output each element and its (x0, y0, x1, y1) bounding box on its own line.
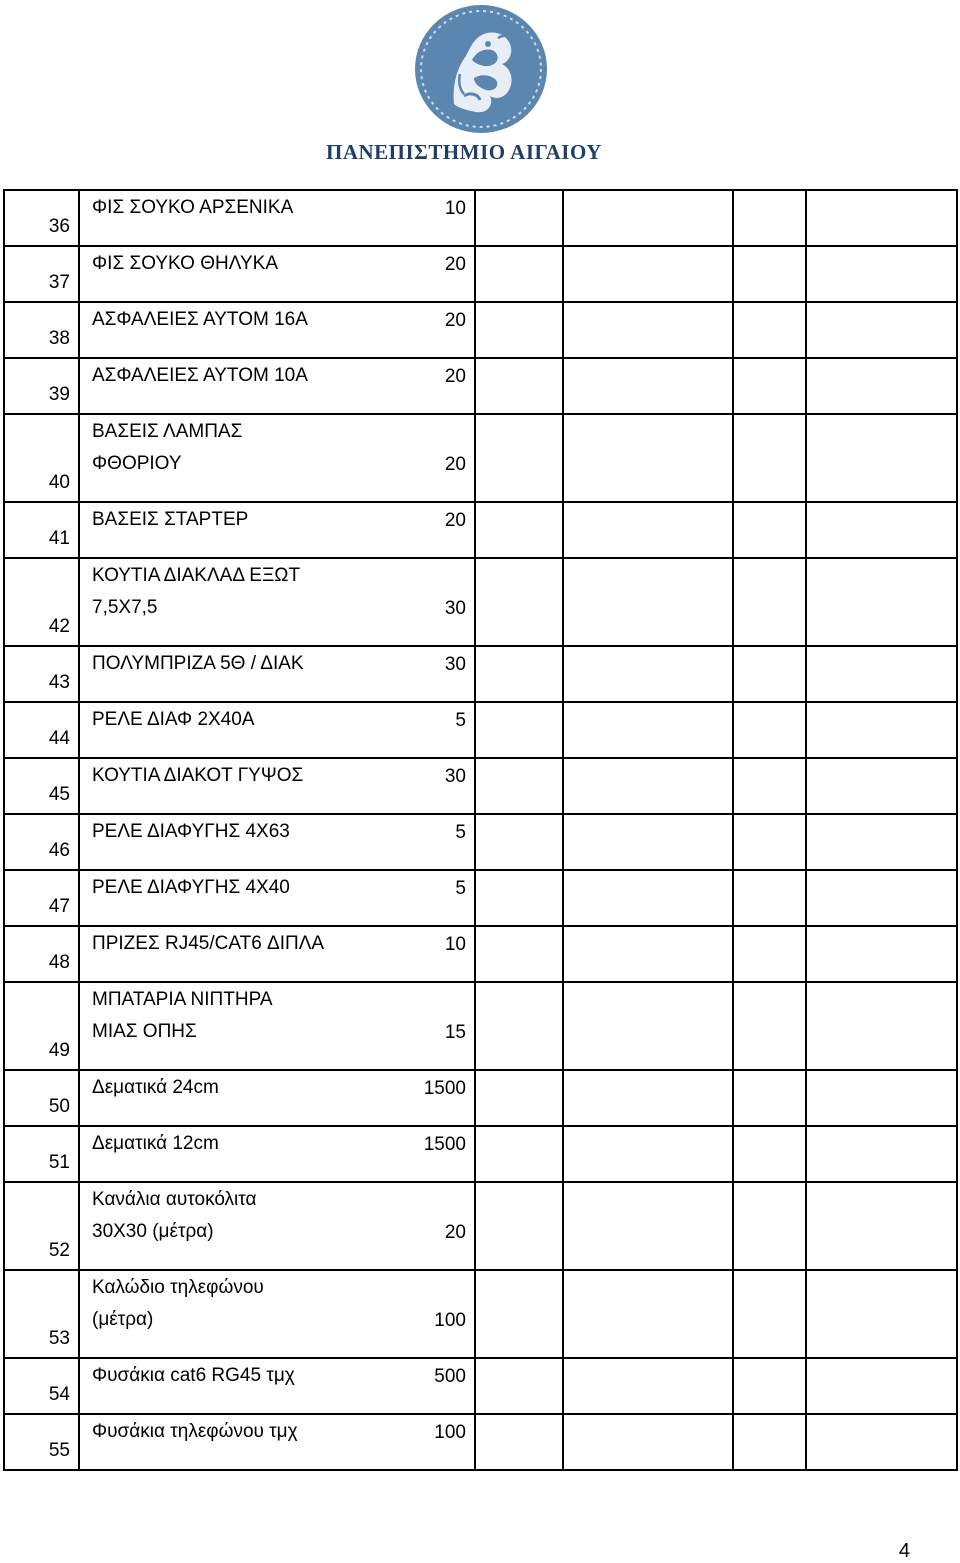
page-number: 4 (898, 1540, 910, 1562)
row-number: 42 (4, 558, 79, 646)
empty-cell (806, 358, 957, 414)
item-quantity: 20 (344, 502, 475, 558)
empty-cell (733, 558, 806, 646)
empty-cell (563, 558, 733, 646)
empty-cell (475, 814, 563, 870)
empty-cell (563, 982, 733, 1070)
empty-cell (563, 702, 733, 758)
item-description (79, 190, 344, 246)
item-description (79, 870, 344, 926)
empty-cell (475, 1182, 563, 1270)
item-quantity: 20 (344, 414, 475, 502)
item-description (79, 302, 344, 358)
empty-cell (806, 246, 957, 302)
university-seal-icon (414, 4, 548, 134)
empty-cell (733, 414, 806, 502)
table-row (4, 870, 957, 926)
table-row (4, 702, 957, 758)
empty-cell (733, 1414, 806, 1470)
table-row (4, 1358, 957, 1414)
description-line: ΚΟΥΤΙΑ ΔΙΑΚΟΤ ΓΥΨΟΣ (92, 765, 304, 786)
row-number: 50 (4, 1070, 79, 1126)
description-line: Κανάλια αυτοκόλιτα (92, 1189, 257, 1210)
description-line: (μέτρα) (92, 1309, 154, 1330)
table-row (4, 302, 957, 358)
empty-cell (733, 190, 806, 246)
row-number: 44 (4, 702, 79, 758)
item-quantity: 15 (344, 982, 475, 1070)
empty-cell (733, 1182, 806, 1270)
empty-cell (475, 558, 563, 646)
table-row (4, 758, 957, 814)
description-line: ΡΕΛΕ ΔΙΑΦΥΓΗΣ 4Χ63 (92, 821, 290, 842)
row-number: 39 (4, 358, 79, 414)
row-number: 52 (4, 1182, 79, 1270)
row-number: 45 (4, 758, 79, 814)
empty-cell (563, 358, 733, 414)
table-row (4, 358, 957, 414)
item-quantity: 10 (344, 926, 475, 982)
item-quantity: 5 (344, 702, 475, 758)
description-line: ΑΣΦΑΛΕΙΕΣ ΑΥΤΟΜ 16Α (92, 309, 308, 330)
empty-cell (733, 982, 806, 1070)
item-description (79, 246, 344, 302)
empty-cell (806, 814, 957, 870)
item-quantity: 1500 (344, 1126, 475, 1182)
empty-cell (806, 1182, 957, 1270)
item-description (79, 982, 344, 1070)
item-description (79, 1270, 344, 1358)
empty-cell (733, 646, 806, 702)
item-description (79, 502, 344, 558)
description-line: Καλώδιο τηλεφώνου (92, 1277, 264, 1298)
description-line: Δεματικά 24cm (92, 1077, 219, 1098)
description-line: ΠΡΙΖΕΣ RJ45/CAT6 ΔΙΠΛΑ (92, 933, 325, 954)
empty-cell (806, 414, 957, 502)
description-line: Φυσάκια cat6 RG45 τμχ (92, 1365, 295, 1386)
item-quantity: 30 (344, 646, 475, 702)
empty-cell (475, 414, 563, 502)
row-number: 41 (4, 502, 79, 558)
empty-cell (475, 702, 563, 758)
empty-cell (475, 502, 563, 558)
table-row (4, 246, 957, 302)
item-description (79, 1182, 344, 1270)
empty-cell (733, 302, 806, 358)
empty-cell (563, 1182, 733, 1270)
empty-cell (475, 1070, 563, 1126)
row-number: 36 (4, 190, 79, 246)
description-line: 30Χ30 (μέτρα) (92, 1221, 214, 1242)
empty-cell (806, 1358, 957, 1414)
item-quantity: 100 (344, 1270, 475, 1358)
row-number: 54 (4, 1358, 79, 1414)
item-description (79, 1358, 344, 1414)
empty-cell (806, 982, 957, 1070)
empty-cell (733, 702, 806, 758)
table-row (4, 414, 957, 502)
row-number: 38 (4, 302, 79, 358)
empty-cell (806, 502, 957, 558)
item-quantity: 30 (344, 758, 475, 814)
empty-cell (475, 302, 563, 358)
row-number: 47 (4, 870, 79, 926)
empty-cell (733, 1126, 806, 1182)
empty-cell (563, 646, 733, 702)
university-name: ΠΑΝΕΠΙΣΤΗΜΙΟ ΑΙΓΑΙΟΥ (326, 140, 602, 164)
empty-cell (475, 1358, 563, 1414)
empty-cell (563, 758, 733, 814)
table-row (4, 1070, 957, 1126)
item-quantity: 20 (344, 246, 475, 302)
empty-cell (563, 190, 733, 246)
empty-cell (475, 758, 563, 814)
empty-cell (806, 1070, 957, 1126)
item-description (79, 1070, 344, 1126)
empty-cell (806, 190, 957, 246)
table-row (4, 1126, 957, 1182)
empty-cell (475, 982, 563, 1070)
empty-cell (733, 1070, 806, 1126)
item-description (79, 814, 344, 870)
item-description (79, 646, 344, 702)
empty-cell (733, 926, 806, 982)
empty-cell (475, 926, 563, 982)
table-row (4, 814, 957, 870)
description-line: Δεματικά 12cm (92, 1133, 219, 1154)
table-row (4, 190, 957, 246)
item-description (79, 558, 344, 646)
empty-cell (733, 814, 806, 870)
row-number: 40 (4, 414, 79, 502)
empty-cell (563, 246, 733, 302)
empty-cell (806, 926, 957, 982)
item-description (79, 926, 344, 982)
description-line: ΠΟΛΥΜΠΡΙΖΑ 5Θ / ΔΙΑΚ (92, 653, 304, 674)
empty-cell (475, 246, 563, 302)
empty-cell (733, 758, 806, 814)
item-description (79, 1414, 344, 1470)
table-row (4, 1414, 957, 1470)
description-line: ΦΙΣ ΣΟΥΚΟ ΑΡΣΕΝΙΚΑ (92, 197, 294, 218)
table-row (4, 1182, 957, 1270)
empty-cell (563, 302, 733, 358)
empty-cell (475, 870, 563, 926)
empty-cell (806, 1126, 957, 1182)
empty-cell (563, 870, 733, 926)
row-number: 43 (4, 646, 79, 702)
description-line: ΡΕΛΕ ΔΙΑΦ 2Χ40Α (92, 709, 255, 730)
item-quantity: 20 (344, 358, 475, 414)
description-line: ΚΟΥΤΙΑ ΔΙΑΚΛΑΔ ΕΞΩΤ (92, 565, 301, 586)
item-quantity: 500 (344, 1358, 475, 1414)
item-quantity: 20 (344, 1182, 475, 1270)
empty-cell (563, 502, 733, 558)
empty-cell (563, 1414, 733, 1470)
empty-cell (733, 502, 806, 558)
description-line: ΜΙΑΣ ΟΠΗΣ (92, 1021, 197, 1042)
empty-cell (733, 1358, 806, 1414)
description-line: ΦΙΣ ΣΟΥΚΟ ΘΗΛΥΚΑ (92, 253, 278, 274)
row-number: 46 (4, 814, 79, 870)
empty-cell (475, 1414, 563, 1470)
empty-cell (733, 1270, 806, 1358)
description-line: ΦΘΟΡΙΟΥ (92, 453, 182, 474)
empty-cell (563, 814, 733, 870)
empty-cell (563, 1270, 733, 1358)
empty-cell (475, 1270, 563, 1358)
empty-cell (475, 646, 563, 702)
empty-cell (806, 558, 957, 646)
item-description (79, 758, 344, 814)
item-quantity: 10 (344, 190, 475, 246)
description-line: ΒΑΣΕΙΣ ΣΤΑΡΤΕΡ (92, 509, 249, 530)
table-row (4, 558, 957, 646)
item-description (79, 1126, 344, 1182)
description-line: ΜΠΑΤΑΡΙΑ ΝΙΠΤΗΡΑ (92, 989, 273, 1010)
row-number: 53 (4, 1270, 79, 1358)
item-quantity: 5 (344, 870, 475, 926)
empty-cell (806, 1270, 957, 1358)
empty-cell (563, 926, 733, 982)
row-number: 51 (4, 1126, 79, 1182)
empty-cell (806, 302, 957, 358)
description-line: 7,5Χ7,5 (92, 597, 158, 618)
item-description (79, 414, 344, 502)
description-line: ΒΑΣΕΙΣ ΛΑΜΠΑΣ (92, 421, 243, 442)
empty-cell (806, 1414, 957, 1470)
table-row (4, 502, 957, 558)
description-line: Φυσάκια τηλεφώνου τμχ (92, 1421, 298, 1442)
item-quantity: 5 (344, 814, 475, 870)
description-line: ΡΕΛΕ ΔΙΑΦΥΓΗΣ 4Χ40 (92, 877, 290, 898)
items-table (3, 189, 958, 1471)
item-quantity: 20 (344, 302, 475, 358)
empty-cell (806, 758, 957, 814)
empty-cell (563, 414, 733, 502)
table-row (4, 1270, 957, 1358)
empty-cell (475, 1126, 563, 1182)
table-row (4, 982, 957, 1070)
empty-cell (563, 1126, 733, 1182)
empty-cell (806, 646, 957, 702)
empty-cell (733, 246, 806, 302)
empty-cell (475, 190, 563, 246)
empty-cell (475, 358, 563, 414)
empty-cell (733, 870, 806, 926)
empty-cell (563, 1070, 733, 1126)
empty-cell (806, 870, 957, 926)
description-line: ΑΣΦΑΛΕΙΕΣ ΑΥΤΟΜ 10Α (92, 365, 308, 386)
row-number: 55 (4, 1414, 79, 1470)
row-number: 37 (4, 246, 79, 302)
row-number: 48 (4, 926, 79, 982)
item-quantity: 1500 (344, 1070, 475, 1126)
item-description (79, 702, 344, 758)
row-number: 49 (4, 982, 79, 1070)
empty-cell (806, 702, 957, 758)
empty-cell (563, 1358, 733, 1414)
empty-cell (733, 358, 806, 414)
item-description (79, 358, 344, 414)
table-row (4, 646, 957, 702)
item-quantity: 30 (344, 558, 475, 646)
item-quantity: 100 (344, 1414, 475, 1470)
table-row (4, 926, 957, 982)
